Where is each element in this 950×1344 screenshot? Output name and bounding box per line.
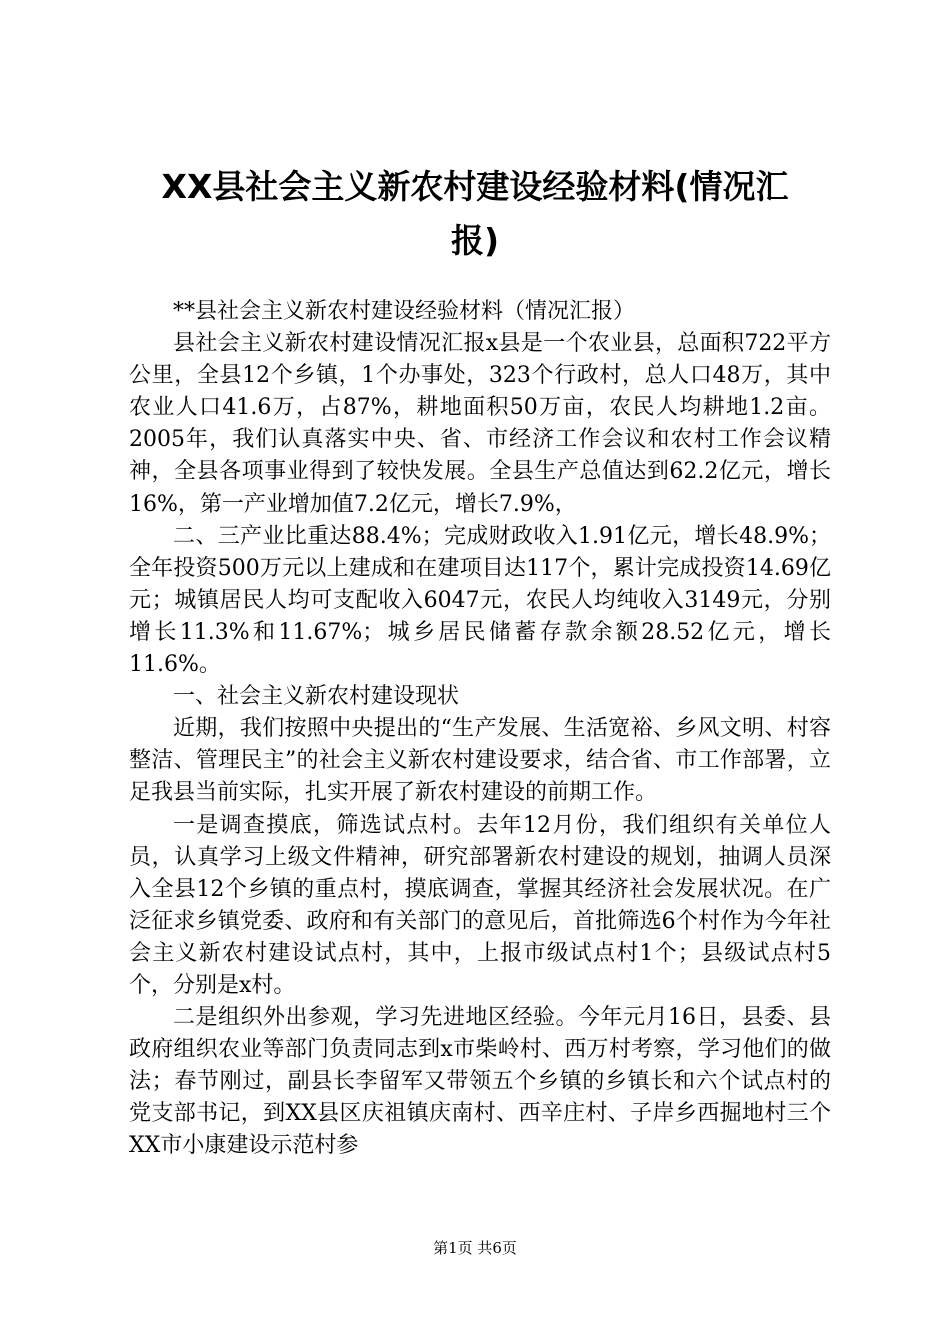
body-paragraph: 近期，我们按照中央提出的“生产发展、生活宽裕、乡风文明、村容整洁、管理民主”的社会主义新农村建设要求，结合省、市工作部署，立足我县当前实际，扎实开展了新农村建设的前期工作。: [129, 716, 831, 806]
body-paragraph: 二是组织外出参观，学习先进地区经验。今年元月16日，县委、县政府组织农业等部门负责同志到x市柴岭村、西万村考察，学习他们的做法；春节刚过，副县长李留军又带领五个乡镇的乡镇长和六个试点村的党支部书记，到XX县区庆祖镇庆南村、西辛庄村、子岸乡西掘地村三个XX市小康建设示范村参: [129, 1005, 831, 1159]
subtitle-paragraph: **县社会主义新农村建设经验材料（情况汇报）: [173, 299, 636, 324]
body-paragraph: 县社会主义新农村建设情况汇报x县是一个农业县，总面积722平方公里，全县12个乡镇，1个办事处，323个行政村，总人口48万，其中农业人口41.6万，占87%，耕地面积50万亩，农民人均耕地1.2亩。2005年，我们认真落实中央、省、市经济工作会议和农村工作会议精神，全县各项事业得到了较快发展。全县生产总值达到62.2亿元，增长16%，第一产业增加值7.2亿元，增长7.9%，: [129, 331, 831, 517]
body-paragraph: 一是调查摸底，筛选试点村。去年12月份，我们组织有关单位人员，认真学习上级文件精神，研究部署新农村建设的规划，抽调人员深入全县12个乡镇的重点村，摸底调查，掌握其经济社会发展状况。在广泛征求乡镇党委、政府和有关部门的意见后，首批筛选6个村作为今年社会主义新农村建设试点村，其中，上报市级试点村1个；县级试点村5个，分别是x村。: [129, 812, 831, 998]
section-heading: 一、社会主义新农村建设现状: [173, 684, 460, 710]
page-footer: 第1页 共6页: [433, 1239, 517, 1257]
document-body: [129, 296, 831, 1163]
body-paragraph: 二、三产业比重达88.4%；完成财政收入1.91亿元，增长48.9%；全年投资500万元以上建成和在建项目达117个，累计完成投资14.69亿元；城镇居民人均可支配收入6047元，农民人均纯收入3149元，分别增长11.3%和11.67%；城乡居民储蓄存款余额28.52亿元，增长11.6%。: [129, 523, 831, 678]
document-title-line-1: XX县社会主义新农村建设经验材料(情况汇: [161, 167, 789, 206]
document-title-line-2: 报): [450, 221, 500, 260]
